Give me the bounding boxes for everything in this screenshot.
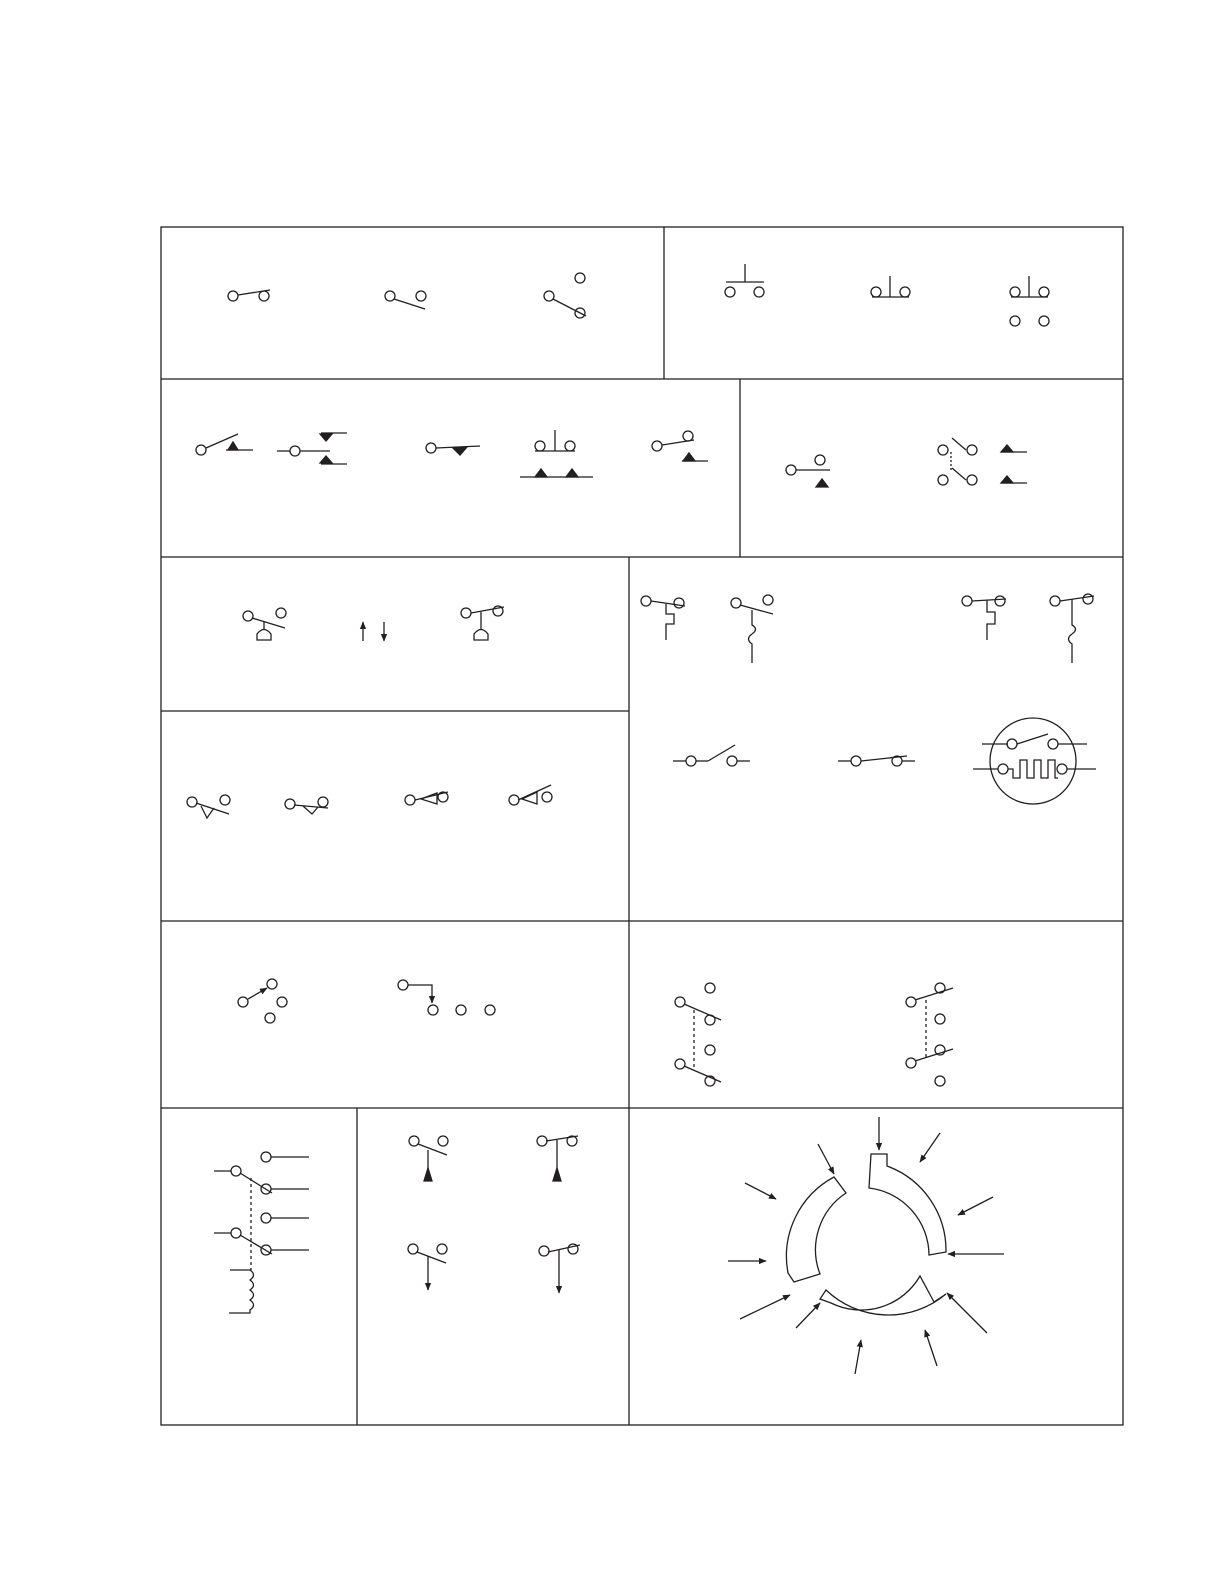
panel-selector-switches — [238, 979, 495, 1023]
pressure-switch-normally-open-symbol — [243, 608, 286, 640]
thermal-switch-alt-2-symbol — [509, 785, 552, 805]
panel-ganged-switches — [675, 983, 953, 1086]
panel-drum-switch — [728, 1117, 1004, 1374]
pushbutton-two-circuit-symbol — [1010, 276, 1049, 326]
drum-switch-arrows-symbol — [728, 1117, 1004, 1374]
thermal-switch-normally-open-symbol — [285, 797, 328, 814]
limit-switch-two-circuit-pushbutton-symbol — [520, 430, 593, 477]
thermal-switch-normally-closed-symbol — [187, 795, 230, 818]
ganged-transfer-switch-symbol — [675, 983, 721, 1086]
spst-open-circle-switch-symbol — [228, 290, 270, 301]
flasher-switch-symbol — [973, 718, 1096, 804]
panel-toggle-switches — [228, 273, 586, 318]
direction-arrows-symbol — [363, 622, 384, 641]
knife-switch-open-symbol — [673, 745, 750, 766]
pressure-switch-normally-closed-symbol — [461, 606, 504, 640]
spst-switch-symbol — [385, 291, 426, 309]
panel-limit-switches — [196, 430, 708, 477]
panel-temperature-switches — [187, 785, 552, 818]
time-delay-nc-2-symbol — [1050, 594, 1094, 663]
drum-switch-segments-symbol — [786, 1154, 946, 1315]
pushbutton-normally-open-symbol — [725, 264, 764, 297]
time-delay-no-1-symbol — [641, 596, 685, 640]
panel-time-delay-switches — [641, 594, 1096, 804]
stepping-selector-switch-symbol — [398, 980, 495, 1015]
relay-with-coil-symbol — [214, 1152, 309, 1313]
grid-frame — [161, 227, 1123, 1425]
push-actuated-nc-symbol — [409, 1136, 448, 1181]
ganged-make-before-break-switch-symbol — [906, 983, 953, 1086]
spdt-switch-symbol — [544, 273, 586, 318]
limit-switch-single-symbol — [786, 455, 830, 487]
panel-float-pressure-switches — [243, 606, 504, 641]
time-delay-nc-1-symbol — [962, 596, 1006, 640]
knife-switch-closed-symbol — [838, 756, 915, 766]
panel-pushbutton-switches — [725, 264, 1049, 326]
rotary-selector-switch-symbol — [238, 979, 287, 1023]
time-delay-no-2-symbol — [731, 595, 773, 663]
pushbutton-normally-closed-symbol — [871, 276, 910, 297]
panel-maintained-limit-switches — [786, 438, 1027, 487]
thermal-switch-alt-1-symbol — [405, 792, 448, 805]
limit-switch-normally-open-symbol — [196, 434, 253, 455]
panel-actuated-switches — [408, 1136, 580, 1293]
limit-switch-ganged-pair-symbol — [938, 438, 1027, 485]
push-actuated-no-symbol — [537, 1136, 578, 1181]
limit-switch-normally-closed-symbol — [426, 443, 480, 455]
pull-actuated-no-symbol — [539, 1244, 580, 1293]
pull-actuated-nc-symbol — [408, 1244, 447, 1290]
limit-switch-held-pair-symbol — [277, 433, 347, 464]
limit-switch-transfer-symbol — [652, 431, 708, 461]
panel-relay-switch — [214, 1152, 309, 1313]
